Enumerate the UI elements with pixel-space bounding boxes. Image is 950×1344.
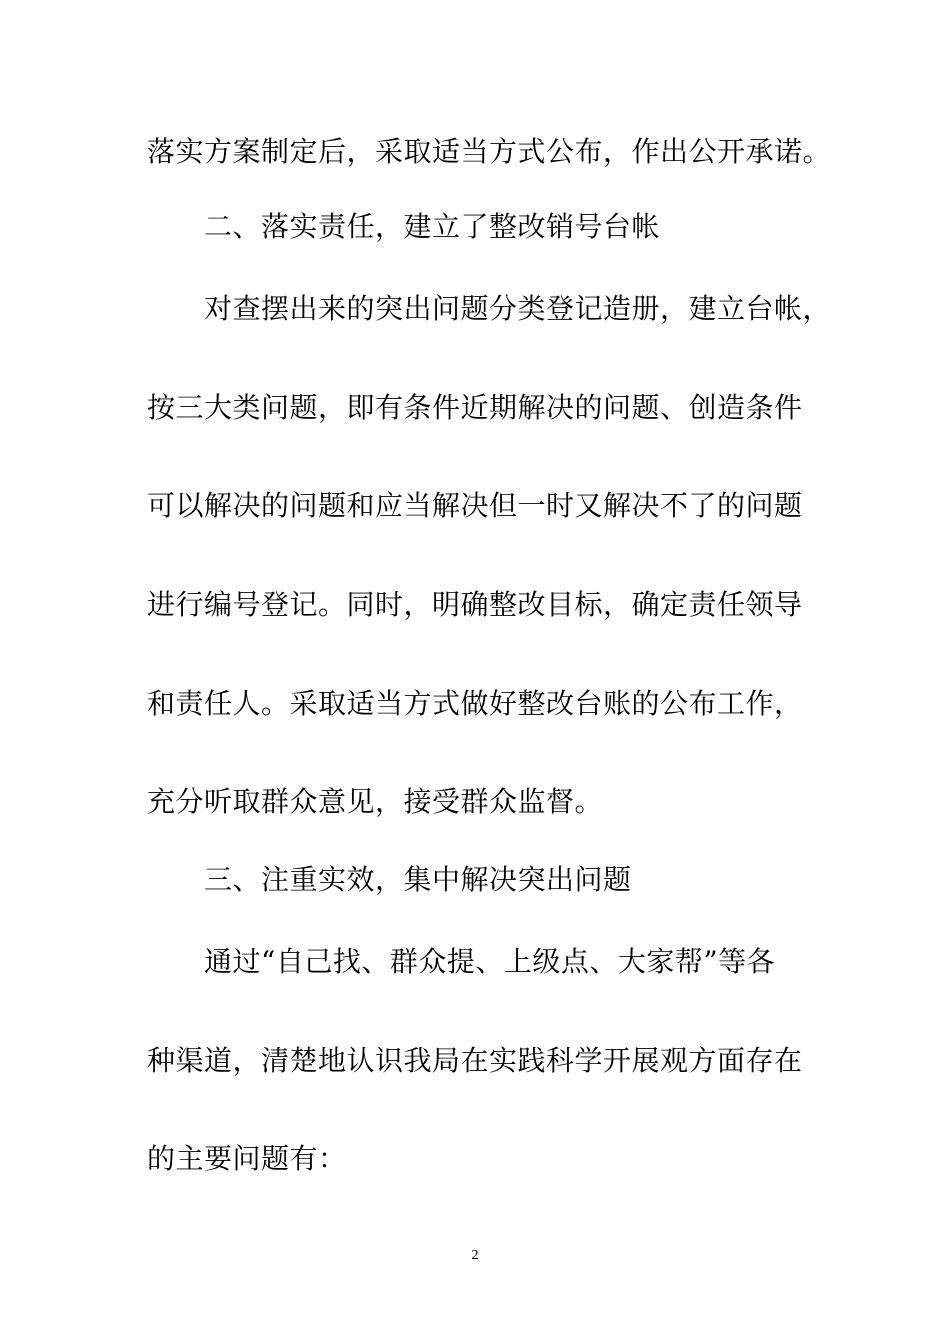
body-text-line: 按三大类问题，即有条件近期解决的问题、创造条件 [147, 391, 803, 424]
body-text-line: 通过“自己找、群众提、上级点、大家帮”等各 [204, 945, 776, 978]
section-heading: 三、注重实效，集中解决突出问题 [204, 863, 632, 896]
body-text-line: 落实方案制定后，采取适当方式公布，作出公开承诺。 [147, 135, 832, 168]
body-text-line: 种渠道，清楚地认识我局在实践科学开展观方面存在 [147, 1044, 803, 1077]
page-number: 2 [471, 1248, 479, 1263]
body-text-line: 充分听取群众意见，接受群众监督。 [147, 785, 604, 818]
section-heading: 二、落实责任，建立了整改销号台帐 [204, 210, 661, 243]
body-text-line: 进行编号登记。同时，明确整改目标，确定责任领导 [147, 588, 803, 621]
body-text-line: 可以解决的问题和应当解决但一时又解决不了的问题 [147, 489, 803, 522]
body-text-line: 的主要问题有： [147, 1142, 347, 1175]
body-text-line: 对查摆出来的突出问题分类登记造册，建立台帐， [204, 292, 832, 325]
body-text-line: 和责任人。采取适当方式做好整改台账的公布工作， [147, 687, 803, 720]
